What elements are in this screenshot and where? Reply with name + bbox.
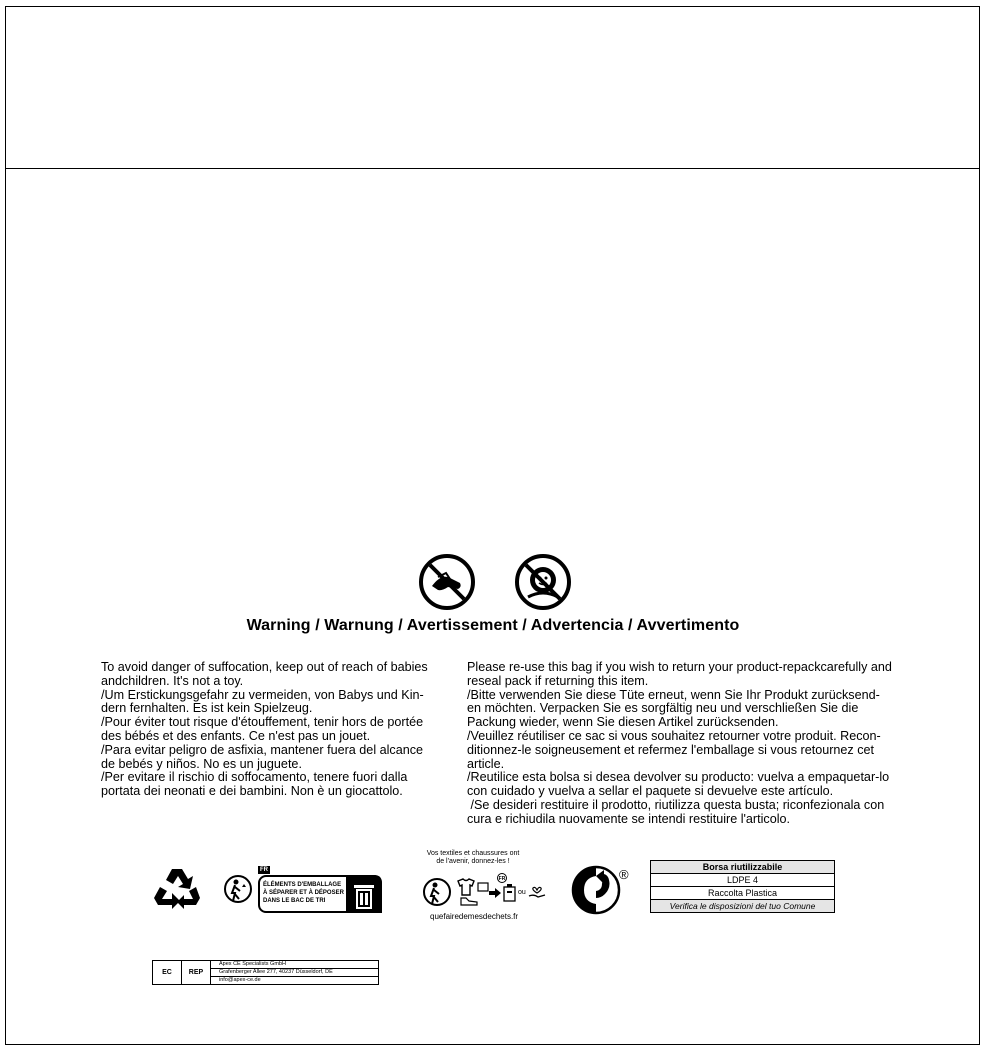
registered-mark: ®	[619, 867, 629, 882]
ec-rep-company: Apex CE Specialists GmbH	[211, 961, 378, 969]
fold-line	[5, 168, 980, 169]
or-text: ou	[518, 889, 526, 896]
rep-label: REP	[182, 961, 211, 984]
shoe-icon	[460, 896, 478, 906]
ec-rep-address: Grafenberger Allee 277, 40237 Düsseldorf, DE	[211, 969, 378, 977]
italian-disposal-table	[650, 860, 835, 913]
textiles-url: quefairedemesdechets.fr	[430, 912, 519, 921]
triman-text-1: ÉLÉMENTS D'EMBALLAGE	[263, 882, 342, 888]
textiles-text-1: Vos textiles et chaussures ont	[426, 850, 520, 857]
tshirt-icon	[456, 878, 476, 896]
reuse-text-it: /Se desideri restituire il prodotto, riutilizza questa busta; riconfezionala con cura e richiudila nuovamente se intendi restituire l'articolo.	[467, 797, 888, 826]
shirt-box-icon	[477, 882, 489, 892]
municipality-note: Verifica le disposizioni del tuo Comune	[651, 900, 835, 913]
reuse-text-de: /Bitte verwenden Sie diese Tüte erneut, wenn Sie Ihr Produkt zurücksend-en möchten. Verpacken Sie es sorgfältig neu und verschließen Sie die Packung wieder, wenn Sie diesen Artikel zurücksenden.	[467, 687, 880, 730]
no-plastic-bag-baby-icon	[418, 553, 476, 611]
no-baby-suffocation-icon	[514, 553, 572, 611]
triman-text-2: À SÉPARER ET À DÉPOSER	[263, 890, 344, 896]
ec-rep-box	[152, 960, 379, 985]
info-tri-logo	[258, 866, 382, 914]
triman-icon	[420, 876, 454, 908]
reuse-text-column	[467, 661, 892, 827]
fr-badge: FR	[260, 867, 268, 873]
green-dot-icon	[571, 864, 621, 916]
reuse-text-es: /Reutilice esta bolsa si desea devolver su producto: vuelva a empaquetar-lo con cuidado y vuelva a sellar el paquete si devuelve este artículo.	[467, 770, 890, 799]
ec-label: EC	[153, 961, 182, 984]
triman-text-3: DANS LE BAC DE TRI	[263, 898, 326, 904]
sorting-bin-icon	[346, 875, 382, 913]
warning-text-fr: /Pour éviter tout risque d'étouffement, tenir hors de portée des bébés et des enfants. Ce n'est pas un jouet.	[101, 715, 424, 743]
collection-type: Raccolta Plastica	[651, 887, 835, 900]
material-code: LDPE 4	[651, 874, 835, 887]
textiles-text-2: de l'avenir, donnez-les !	[436, 858, 510, 865]
warning-text-it: /Per evitare il rischio di soffocamento, tenere fuori dalla portata dei neonati e dei bambini. Non è un giocattolo.	[101, 770, 408, 799]
hand-heart-icon	[528, 884, 546, 900]
fr-badge: FR	[497, 873, 507, 883]
textiles-recycling-logo	[420, 850, 550, 925]
triman-icon	[222, 873, 254, 905]
reuse-text-en: Please re-use this bag if you wish to return your product-repackcarefully and reseal pack if returning this item.	[467, 660, 892, 688]
container-icon	[503, 884, 517, 902]
ec-rep-email: info@apex-ce.de	[219, 977, 261, 983]
recycle-icon	[152, 865, 202, 913]
warning-text-de: /Um Erstickungsgefahr zu vermeiden, von Babys und Kin-dern fernhalten. Es ist kein Spielzeug.	[101, 687, 424, 716]
arrow-right-icon	[489, 888, 501, 898]
reuse-text-fr: /Veuillez réutiliser ce sac si vous souhaitez retourner votre produit. Recon-ditionnez-le soigneusement et refermez l'emballage si vous retournez cet article.	[467, 728, 881, 771]
warning-text-column	[101, 661, 437, 799]
warning-title: Warning / Warnung / Avertissement / Advertencia / Avvertimento	[246, 617, 740, 634]
bag-type-label: Borsa riutilizzabile	[651, 861, 835, 874]
warning-text-es: /Para evitar peligro de asfixia, mantener fuera del alcance de bebés y niños. No es un juguete.	[101, 742, 424, 771]
warning-text-en: To avoid danger of suffocation, keep out of reach of babies andchildren. It's not a toy.	[101, 660, 428, 688]
